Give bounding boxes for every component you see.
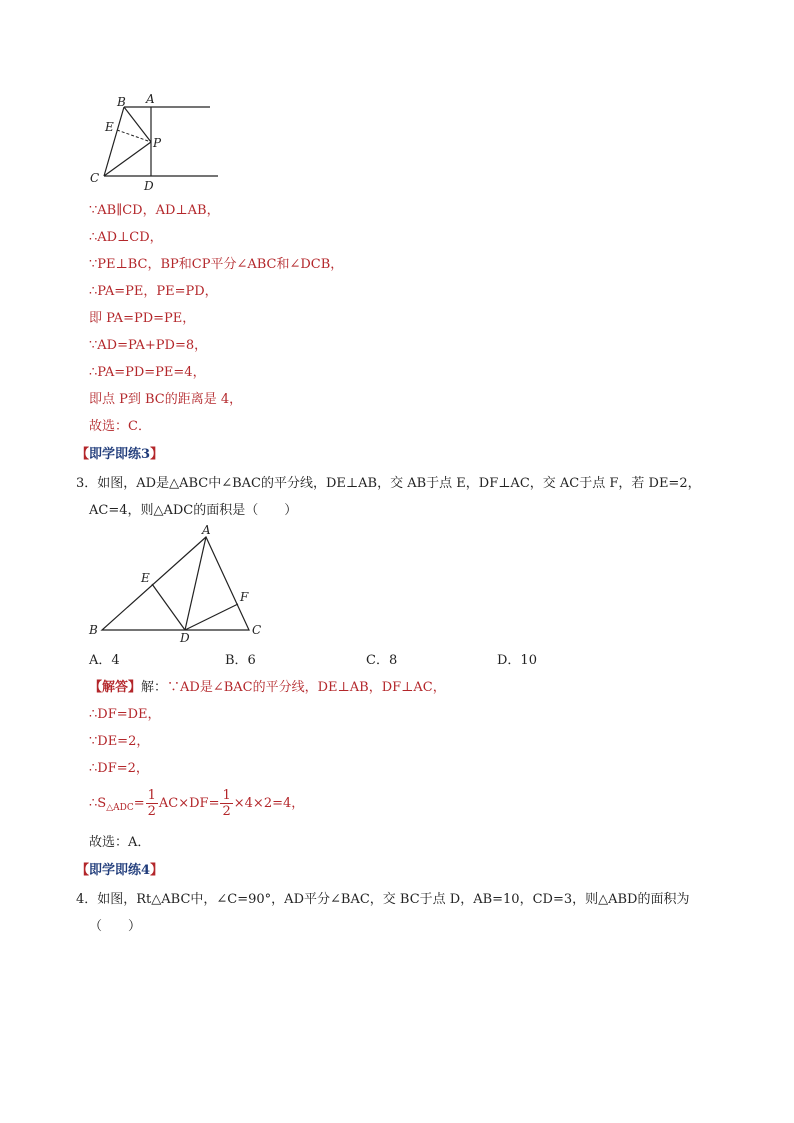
label-b: B bbox=[89, 623, 98, 637]
solution-line-6: ∵AD=PA+PD=8， bbox=[89, 338, 208, 353]
answer-3-line-1 bbox=[89, 679, 446, 697]
label-e: E bbox=[141, 571, 150, 585]
answer-tag: 【解答】 bbox=[89, 680, 142, 695]
solution-line-1: ∵AB∥CD，AD⊥AB， bbox=[89, 203, 220, 218]
label-b: B bbox=[117, 95, 126, 109]
option-a[interactable]: A．4 bbox=[89, 653, 120, 668]
fraction-denominator-2: 2 bbox=[222, 804, 231, 819]
label-d: D bbox=[144, 179, 154, 193]
segment-ad bbox=[185, 537, 206, 630]
answer-prefix: 解： bbox=[141, 680, 168, 695]
segment-bc bbox=[104, 107, 124, 176]
option-d[interactable]: D．10 bbox=[497, 653, 537, 668]
answer-3-final bbox=[89, 834, 150, 852]
question-3-line-2: AC=4，则△ADC的面积是（ ） bbox=[89, 503, 298, 518]
fraction-numerator-2: 1 bbox=[222, 788, 231, 803]
heading-bracket-close-4: 】 bbox=[150, 863, 164, 878]
label-e: E bbox=[105, 120, 114, 134]
label-d: D bbox=[180, 631, 190, 644]
option-b[interactable]: B．6 bbox=[225, 653, 256, 668]
area-mid: AC×DF= bbox=[158, 796, 220, 811]
exercise-4-heading bbox=[76, 862, 163, 880]
heading-text-4: 即学即练4 bbox=[89, 863, 151, 878]
fraction-one-half-2 bbox=[220, 788, 232, 819]
solution-line-4: ∴PA=PE，PE=PD， bbox=[89, 284, 218, 299]
answer-3-line-4: ∴DF=2， bbox=[89, 761, 149, 776]
question-4-line-1: 4．如图，Rt△ABC中，∠C=90°，AD平分∠BAC，交 BC于点 D，AB=10，CD=3，则△ABD的面积为 bbox=[76, 892, 690, 907]
label-f: F bbox=[240, 590, 249, 604]
answer-3-line-3: ∵DE=2， bbox=[89, 734, 150, 749]
question-3-line-1: 3．如图，AD是△ABC中∠BAC的平分线，DE⊥AB，交 AB于点 E，DF⊥AC，交 AC于点 F，若 DE=2， bbox=[76, 476, 701, 491]
heading-bracket-open: 【 bbox=[76, 447, 90, 462]
solution-line-3: ∵PE⊥BC，BP和CP平分∠ABC和∠DCB， bbox=[89, 257, 344, 272]
segment-de bbox=[152, 584, 185, 630]
exercise-3-heading bbox=[76, 446, 163, 464]
segment-cp bbox=[104, 142, 151, 176]
area-tail: ×4×2=4， bbox=[233, 796, 305, 811]
segment-df bbox=[185, 604, 238, 630]
heading-text: 即学即练3 bbox=[89, 447, 151, 462]
label-a: A bbox=[202, 523, 211, 537]
option-c[interactable]: C．8 bbox=[366, 653, 398, 668]
solution-line-2: ∴AD⊥CD， bbox=[89, 230, 163, 245]
label-c: C bbox=[90, 171, 100, 185]
figure-parallel-lines bbox=[80, 90, 230, 200]
final-text: 故选：A． bbox=[89, 835, 151, 850]
fraction-numerator: 1 bbox=[147, 788, 156, 803]
question-4-line-2: （ ） bbox=[89, 919, 142, 934]
solution-line-5: 即 PA=PD=PE， bbox=[89, 311, 196, 326]
figure-triangle bbox=[80, 522, 280, 644]
heading-bracket-open-4: 【 bbox=[76, 863, 90, 878]
label-a: A bbox=[146, 92, 155, 106]
label-c: C bbox=[252, 623, 262, 637]
solution-line-8: 即点 P到 BC的距离是 4， bbox=[89, 392, 243, 407]
answer-text: ∵AD是∠BAC的平分线，DE⊥AB，DF⊥AC， bbox=[167, 680, 446, 695]
fraction-one-half bbox=[146, 788, 158, 819]
area-lead: ∴S bbox=[89, 796, 107, 811]
area-subscript: △ADC bbox=[106, 803, 134, 813]
answer-3-line-2: ∴DF=DE， bbox=[89, 707, 161, 722]
fraction-denominator: 2 bbox=[147, 804, 156, 819]
area-eq: = bbox=[133, 796, 145, 811]
heading-bracket-close: 】 bbox=[150, 447, 164, 462]
label-p: P bbox=[153, 136, 162, 150]
solution-line-9: 故选：C． bbox=[89, 419, 151, 434]
solution-line-7: ∴PA=PD=PE=4， bbox=[89, 365, 206, 380]
answer-3-area-formula bbox=[89, 788, 304, 819]
